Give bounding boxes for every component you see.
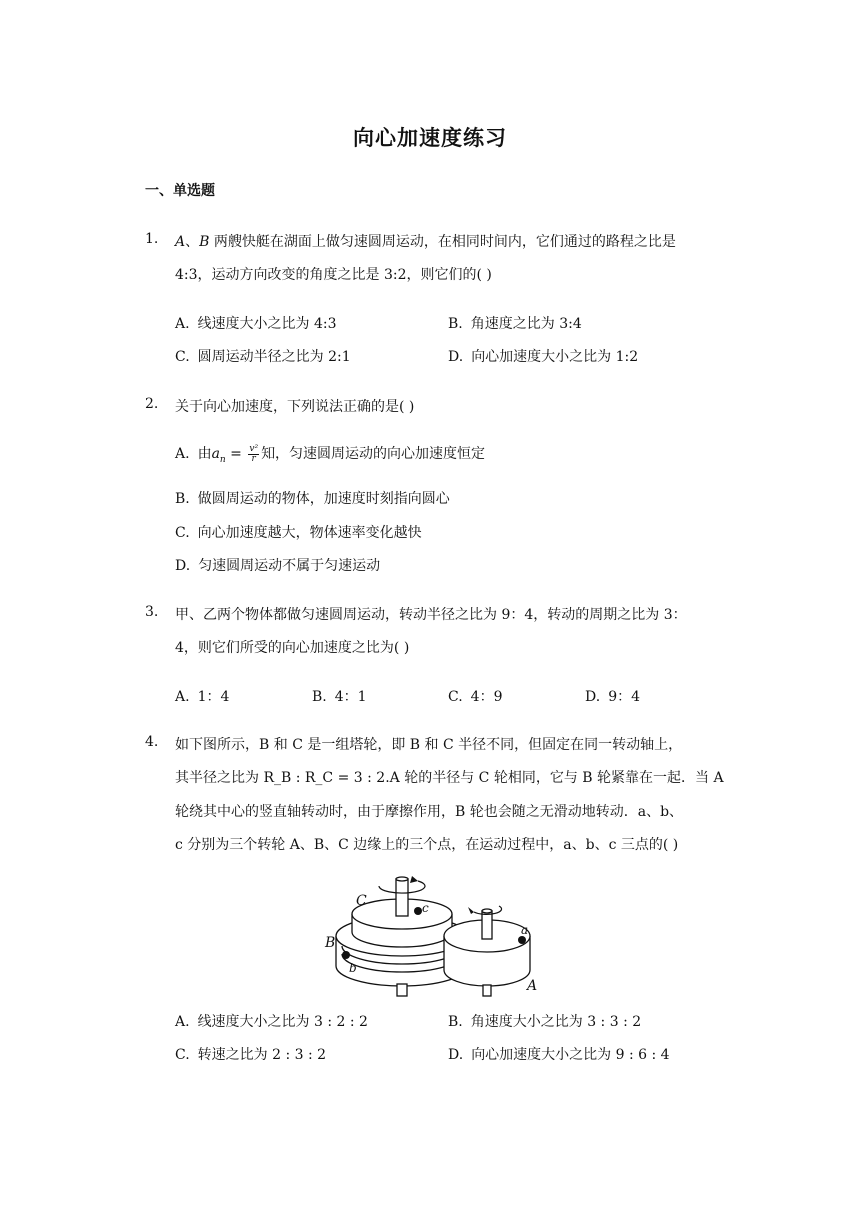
q3-option-d: D. 9：4 — [585, 689, 641, 705]
q1-letter-b: B — [199, 234, 210, 250]
page-title: 向心加速度练习 — [353, 126, 507, 150]
q4-line4: c 分别为三个转轮 A、B、C 边缘上的三个点，在运动过程中，a、b、c 三点的( ) — [175, 837, 679, 853]
label-c: c — [422, 901, 429, 915]
q1-line1-text: 两艘快艇在湖面上做匀速圆周运动，在相同时间内，它们通过的路程之比是 — [213, 234, 676, 250]
q2-number: 2. — [145, 396, 159, 412]
q3-option-a: A. 1：4 — [175, 689, 230, 705]
q1-number: 1. — [145, 231, 159, 247]
q4-line1: 如下图所示，B 和 C 是一组塔轮，即 B 和 C 半径不同，但固定在同一转动轴上， — [175, 737, 683, 753]
formula-fraction: $\frac{\text{v²}}{r}$ — [249, 443, 259, 464]
label-C: C — [356, 893, 367, 909]
q3-option-c: C. 4：9 — [448, 689, 503, 705]
q4-option-d: D. 向心加速度大小之比为 9 : 6 : 4 — [448, 1047, 670, 1063]
q2-option-d: D. 匀速圆周运动不属于匀速运动 — [175, 558, 381, 574]
q4-number: 4. — [145, 734, 159, 750]
q1-option-b: B. 角速度之比为 3:4 — [448, 316, 582, 332]
q3-line1: 甲、乙两个物体都做匀速圆周运动，转动半径之比为 9：4，转动的周期之比为 3： — [175, 607, 687, 623]
q1-option-c: C. 圆周运动半径之比为 2:1 — [175, 349, 351, 365]
q2-option-c: C. 向心加速度越大，物体速率变化越快 — [175, 525, 422, 541]
q4-option-a: A. 线速度大小之比为 3 : 2 : 2 — [175, 1014, 368, 1030]
label-a: a — [521, 923, 529, 937]
q2-option-a: A. 由$a_n$ = $\frac{\text{v²}}{r}$ 知，匀速圆周运动的向心加速度恒定 — [175, 443, 486, 465]
label-A: A — [527, 978, 538, 994]
q3-option-b: B. 4：1 — [312, 689, 367, 705]
q1-sep: 、 — [185, 234, 200, 250]
q4-option-b: B. 角速度大小之比为 3 : 3 : 2 — [448, 1014, 642, 1030]
q2-option-b: B. 做圆周运动的物体，加速度时刻指向圆心 — [175, 491, 450, 507]
tower-wheel-figure — [322, 874, 542, 1000]
point-a — [518, 936, 526, 944]
q4-line2: 其半径之比为 R_B : R_C = 3 : 2.A 轮的半径与 C 轮相同，它与 B 轮紧靠在一起．当 A — [175, 770, 724, 786]
section-heading: 一、单选题 — [145, 183, 215, 199]
q4-line3: 轮绕其中心的竖直轴转动时，由于摩擦作用，B 轮也会随之无滑动地转动．a、b、 — [175, 804, 684, 820]
q1-line1 — [175, 231, 676, 251]
q3-line2: 4，则它们所受的向心加速度之比为( ) — [175, 640, 410, 656]
label-B: B — [325, 935, 336, 951]
q1-option-d: D. 向心加速度大小之比为 1:2 — [448, 349, 639, 365]
q1-line2: 4:3，运动方向改变的角度之比是 3:2，则它们的( ) — [175, 267, 492, 283]
q3-number: 3. — [145, 604, 159, 620]
point-c — [414, 907, 422, 915]
q2-stem: 关于向心加速度，下列说法正确的是( ) — [175, 399, 415, 415]
q1-option-a: A. 线速度大小之比为 4:3 — [175, 316, 337, 332]
point-b — [342, 951, 350, 959]
q4-option-c: C. 转速之比为 2 : 3 : 2 — [175, 1047, 327, 1063]
label-b: b — [349, 961, 357, 975]
q1-letter-a: A — [175, 234, 186, 250]
